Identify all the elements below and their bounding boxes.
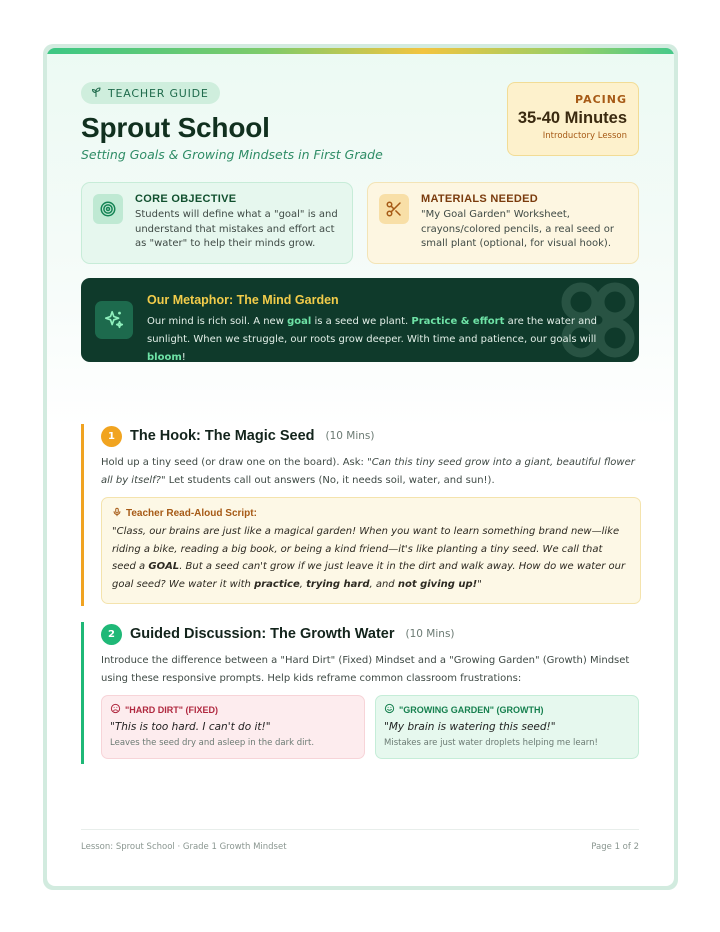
fixed-mindset-label: "HARD DIRT" (FIXED) [125,704,219,715]
metaphor-text: Our mind is rich soil. A new goal is a seed we plant. Practice & effort are the water and sunlight. When we struggle, our roots grow deeper. With time and patience, our goals will bloom! [147,316,597,362]
growth-mindset-quote: "My brain is watering this seed!" [384,721,556,733]
section-title: The Hook: The Magic Seed [130,428,315,444]
highlight-practice: Practice & effort [411,316,505,327]
script-text: "Class, our brains are just like a magical garden! When you want to learn something brand new—like riding a bike, reading a big book, or being a kind friend—it's like planting a tiny seed. We call that seed a GOAL. But a seed can't grow if we just leave it in the dirt and walk away. How do we water our goal seed? We water it with practice, trying hard, and not giving up!" [112,526,626,590]
section-duration: (10 Mins) [405,628,455,640]
fixed-mindset-header [110,703,356,716]
growth-mindset-label: "GROWING GARDEN" (GROWTH) [399,704,544,715]
sprout-icon [90,86,102,101]
target-icon [93,194,123,224]
microphone-icon [112,507,122,520]
sparkles-icon [95,301,133,339]
smile-icon [384,703,395,716]
section-header [101,424,639,448]
growth-mindset-card [375,695,639,759]
tag-label: TEACHER GUIDE [108,86,209,100]
highlight-goal: goal [287,316,312,327]
metaphor-title: Our Metaphor: The Mind Garden [147,293,339,307]
growth-mindset-header [384,703,630,716]
page-title: Sprout School [81,112,270,143]
materials-title: MATERIALS NEEDED [421,193,539,205]
step-number-badge: 1 [101,426,122,447]
lesson-page [47,48,674,886]
pacing-label: PACING [575,93,627,106]
page-number: Page 1 of 2 [591,842,639,852]
materials-text: "My Goal Garden" Worksheet, crayons/colored pencils, a real seed or small plant (optional, for visual hook). [421,209,614,249]
section-title: Guided Discussion: The Growth Water [130,626,395,642]
fixed-mindset-note: Leaves the seed dry and asleep in the dark dirt. [110,738,315,748]
metaphor-banner [81,278,639,362]
top-accent-bar [47,48,674,54]
materials-card [367,182,639,264]
section-guided-discussion [81,622,639,764]
pacing-box [507,82,639,156]
document-frame [43,44,678,890]
section-description: Introduce the difference between a "Hard Dirt" (Fixed) Mindset and a "Growing Garden" (Growth) Mindset using these responsive prompts. Help kids reframe common classroom frustrations: [101,655,630,684]
script-header [112,507,629,520]
pacing-note: Introductory Lesson [542,131,627,141]
teacher-guide-tag [81,82,220,104]
objective-title: CORE OBJECTIVE [135,193,237,205]
highlight-bloom: bloom [147,352,182,362]
section-duration: (10 Mins) [325,430,375,442]
frown-icon [110,703,121,716]
scissors-icon [379,194,409,224]
section-header [101,622,639,646]
core-objective-card [81,182,353,264]
footer-divider [81,829,639,830]
page-subtitle: Setting Goals & Growing Mindsets in First Grade [81,147,383,162]
section-description: Hold up a tiny seed (or draw one on the board). Ask: "Can this tiny seed grow into a giant, beautiful flower all by itself?" Let students call out answers (No, it needs soil, water, and sun!). [101,457,635,486]
section-hook [81,424,639,606]
pacing-value: 35-40 Minutes [517,109,627,127]
mindset-prompts [101,695,639,759]
fixed-mindset-card [101,695,365,759]
growth-mindset-note: Mistakes are just water droplets helping me learn! [384,738,598,748]
footer-lesson-label: Lesson: Sprout School · Grade 1 Growth Mindset [81,842,287,852]
step-number-badge: 2 [101,624,122,645]
fixed-mindset-quote: "This is too hard. I can't do it!" [110,721,271,733]
read-aloud-script-box [101,497,641,604]
script-label: Teacher Read-Aloud Script: [126,508,257,519]
objective-text: Students will define what a "goal" is and understand that mistakes and effort act as "water" to help their minds grow. [135,209,338,249]
